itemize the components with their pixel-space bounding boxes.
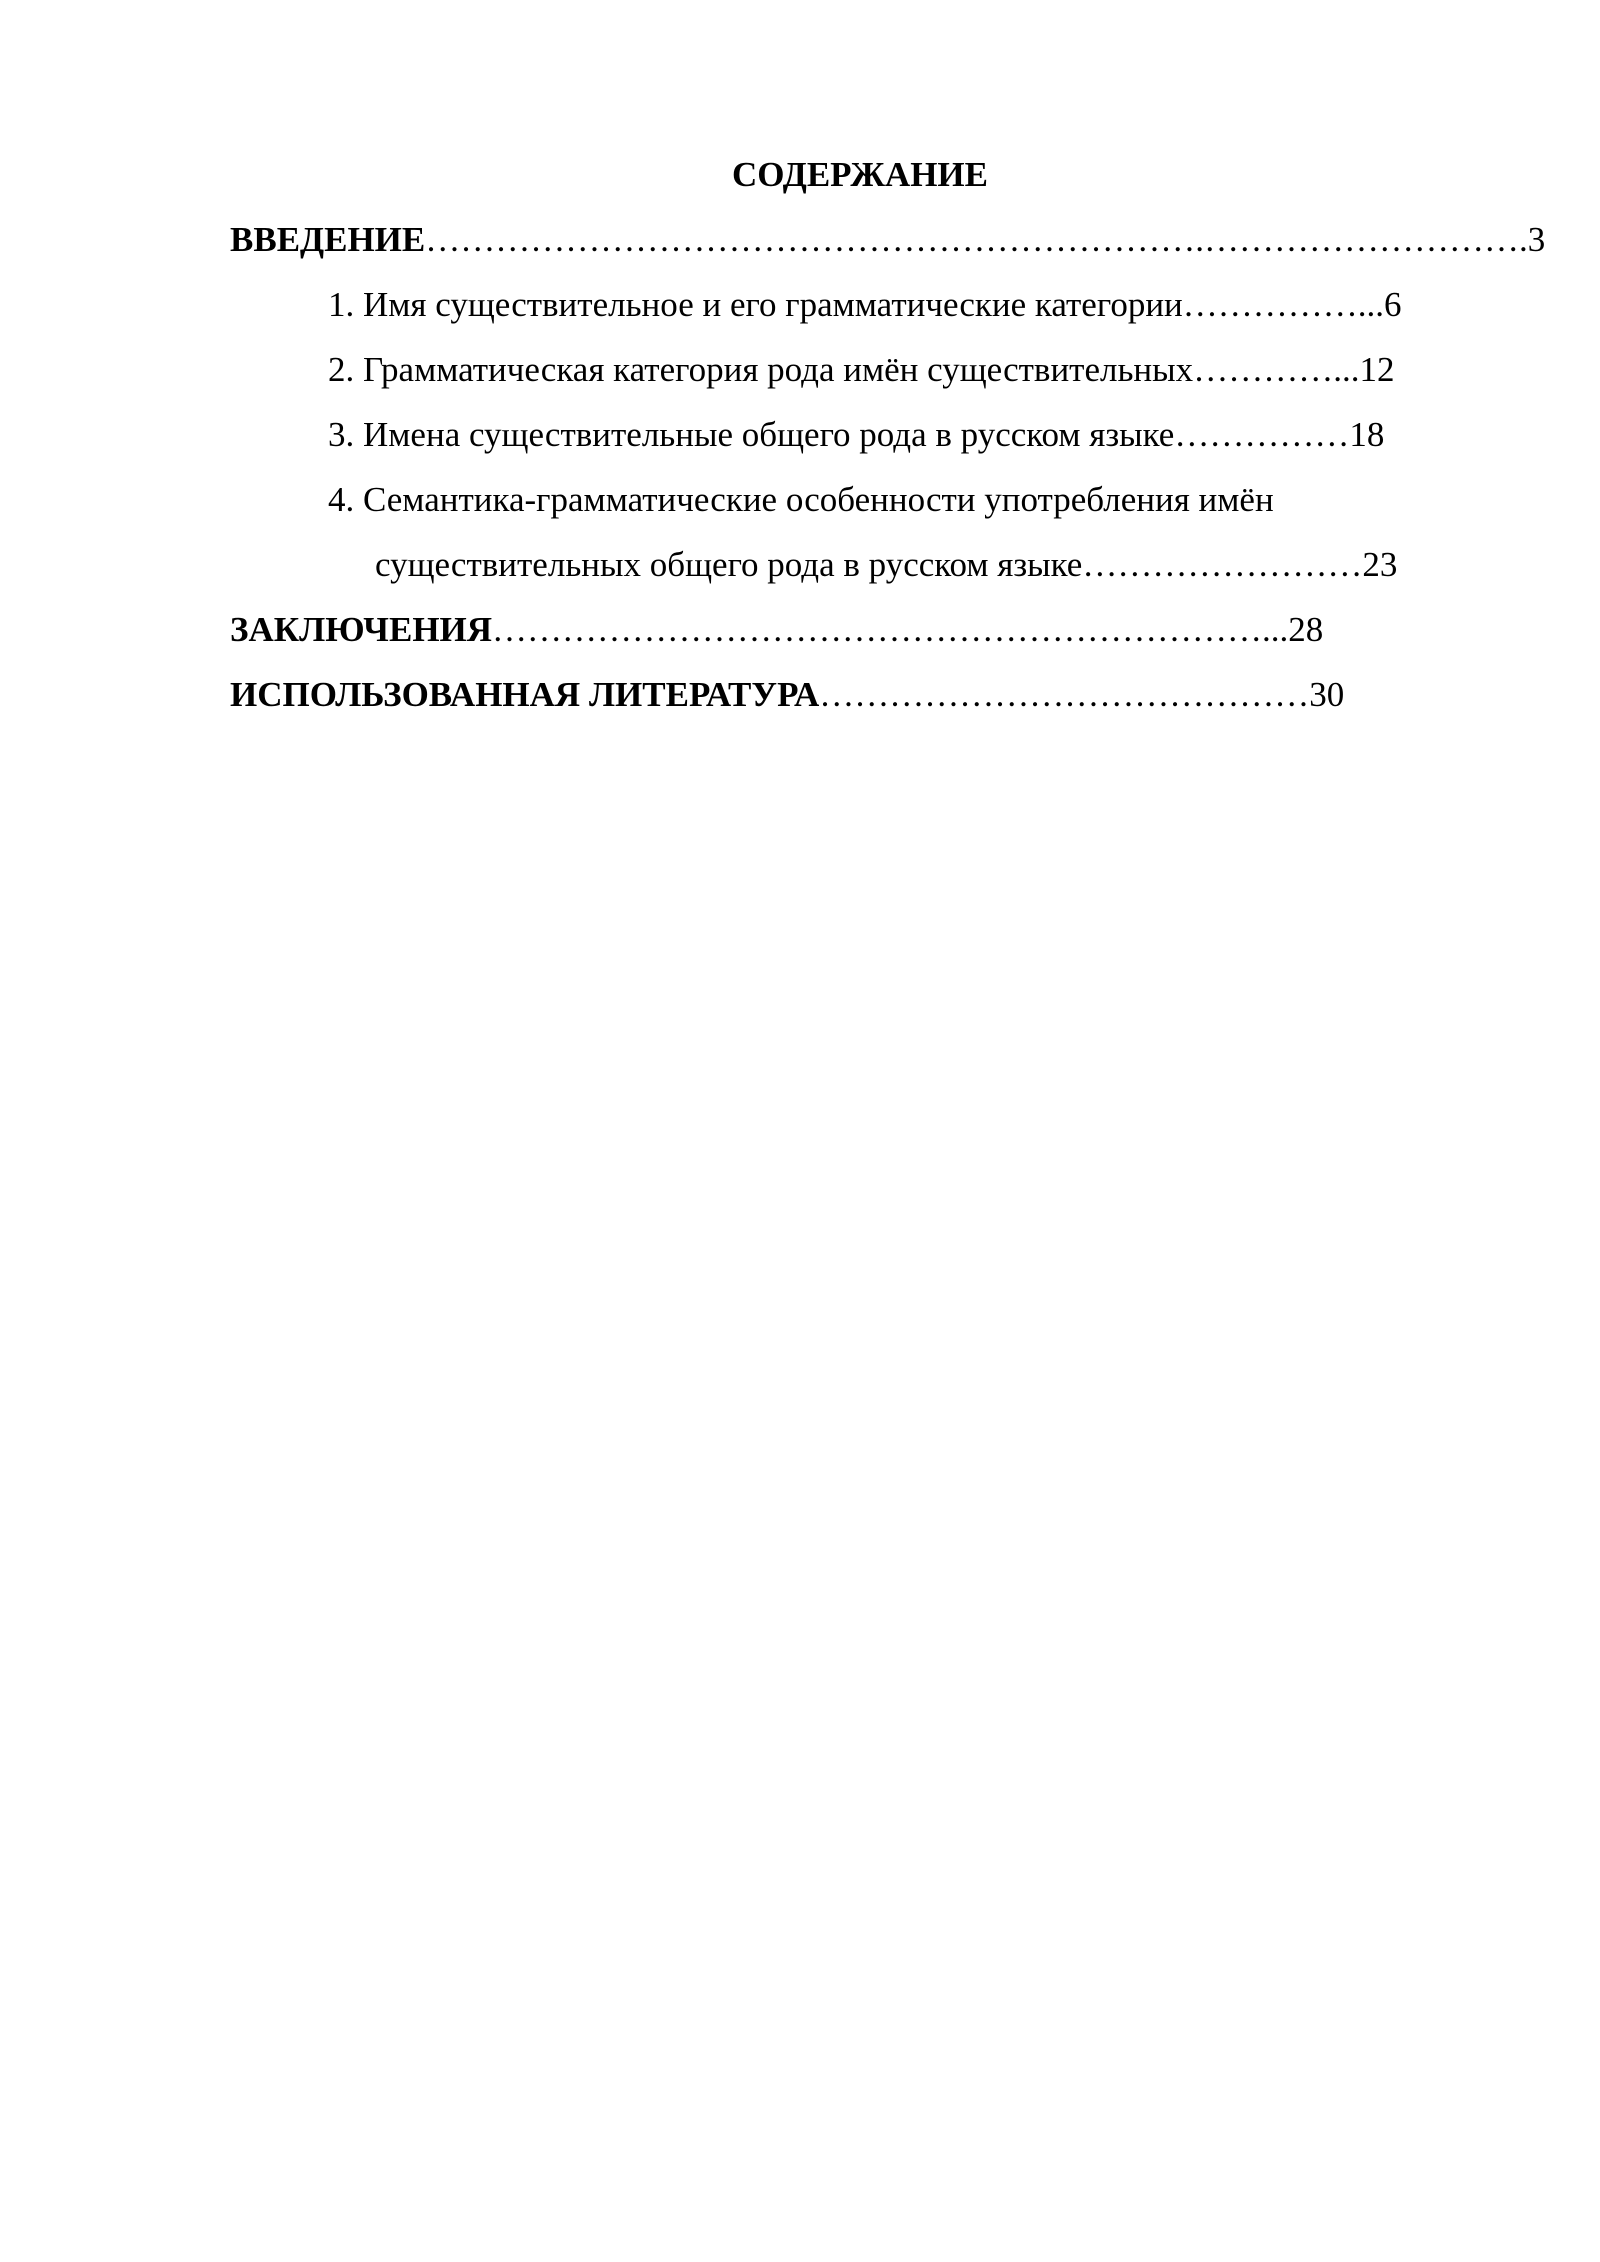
toc-page-number: 28 xyxy=(1288,610,1324,649)
toc-heading: СОДЕРЖАНИЕ xyxy=(731,155,988,194)
toc-entry-title-continued: существительных общего рода в русском языке xyxy=(375,545,1083,584)
toc-entry-title: 3. Имена существительные общего рода в русском языке xyxy=(328,415,1175,454)
toc-page-number: 18 xyxy=(1349,415,1385,454)
toc-page-number: 23 xyxy=(1362,545,1398,584)
toc-entry-title: ИСПОЛЬЗОВАННАЯ ЛИТЕРАТУРА xyxy=(230,675,820,714)
toc-leader: ……………... xyxy=(1182,285,1385,324)
toc-entry-literature xyxy=(230,670,1344,720)
toc-leader: …………………………………………………………... xyxy=(492,610,1289,649)
toc-page-number: 6 xyxy=(1384,285,1402,324)
toc-entry-title: 4. Семантика-грамматические особенности употребления имён xyxy=(328,480,1274,519)
toc-entry-chapter-4-line-1 xyxy=(328,475,1274,525)
toc-entry-chapter-1 xyxy=(328,280,1402,330)
toc-leader: …………… xyxy=(1174,415,1350,454)
toc-leader: ………………………………………………………….………………………. xyxy=(425,220,1528,259)
toc-entry-intro xyxy=(230,215,1545,265)
toc-page-number: 30 xyxy=(1309,675,1345,714)
toc-entry-chapter-3 xyxy=(328,410,1384,460)
toc-leader: …………………………………… xyxy=(819,675,1310,714)
toc-page-number: 12 xyxy=(1359,350,1395,389)
toc-entry-chapter-4-line-2 xyxy=(375,540,1397,590)
toc-entry-title: ЗАКЛЮЧЕНИЯ xyxy=(230,610,493,649)
toc-entry-chapter-2 xyxy=(328,345,1394,395)
toc-entry-title: 1. Имя существительное и его грамматические категории xyxy=(328,285,1183,324)
toc-leader: …………... xyxy=(1193,350,1360,389)
toc-entry-conclusion xyxy=(230,605,1323,655)
toc-page-number: 3 xyxy=(1527,220,1546,259)
toc-entry-title: 2. Грамматическая категория рода имён существительных xyxy=(328,350,1194,389)
toc-leader: …………………… xyxy=(1082,545,1363,584)
toc-entry-title: ВВЕДЕНИЕ xyxy=(230,220,426,259)
